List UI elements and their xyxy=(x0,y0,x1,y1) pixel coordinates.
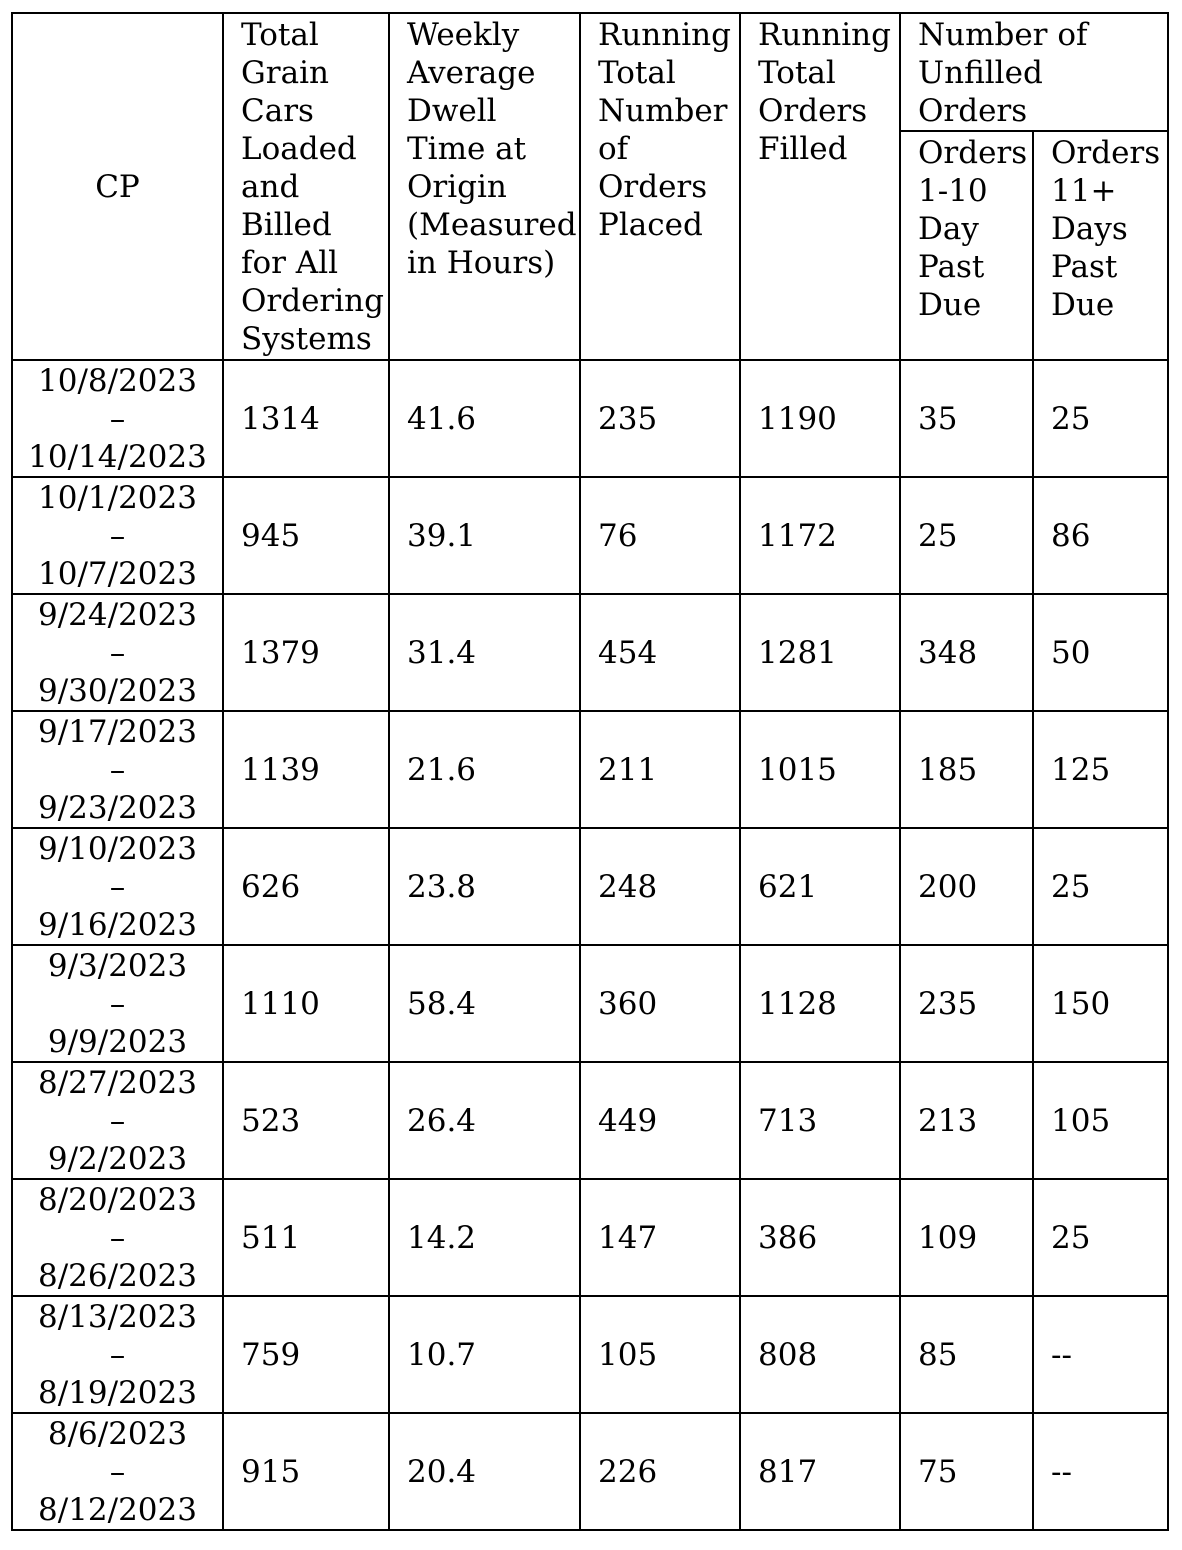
cp-start: 8/6/2023 xyxy=(47,1415,188,1452)
cell-total-grain-cars: 759 xyxy=(223,1296,389,1413)
cell-past-due-1-10: 213 xyxy=(900,1062,1033,1179)
cell-past-due-1-10: 75 xyxy=(900,1413,1033,1530)
cp-end: 8/19/2023 xyxy=(38,1374,197,1411)
cell-total-grain-cars: 1379 xyxy=(223,594,389,711)
cell-orders-placed: 360 xyxy=(580,945,740,1062)
cell-orders-placed: 449 xyxy=(580,1062,740,1179)
cell-past-due-11-plus: 25 xyxy=(1033,828,1168,945)
table-row xyxy=(12,360,1168,477)
cell-orders-filled: 808 xyxy=(740,1296,900,1413)
cell-orders-filled: 1190 xyxy=(740,360,900,477)
cell-dwell-time: 41.6 xyxy=(389,360,580,477)
cell-past-due-1-10: 235 xyxy=(900,945,1033,1062)
cell-total-grain-cars: 626 xyxy=(223,828,389,945)
header-dwell-time: Weekly Average Dwell Time at Origin (Measured in Hours) xyxy=(389,13,580,360)
grain-car-table xyxy=(11,12,1169,1531)
cell-orders-placed: 454 xyxy=(580,594,740,711)
cp-start: 10/1/2023 xyxy=(38,479,197,516)
cell-past-due-1-10: 109 xyxy=(900,1179,1033,1296)
cell-orders-filled: 1015 xyxy=(740,711,900,828)
cell-orders-placed: 147 xyxy=(580,1179,740,1296)
cp-dash: – xyxy=(109,868,126,905)
cp-end: 10/7/2023 xyxy=(38,555,197,592)
cell-orders-placed: 226 xyxy=(580,1413,740,1530)
cell-dwell-time: 14.2 xyxy=(389,1179,580,1296)
cell-past-due-1-10: 35 xyxy=(900,360,1033,477)
table-row xyxy=(12,1296,1168,1413)
cp-dash: – xyxy=(109,400,126,437)
table-row xyxy=(12,477,1168,594)
cell-past-due-1-10: 185 xyxy=(900,711,1033,828)
cell-orders-placed: 235 xyxy=(580,360,740,477)
cell-past-due-11-plus: 25 xyxy=(1033,1179,1168,1296)
cell-dwell-time: 20.4 xyxy=(389,1413,580,1530)
cp-end: 10/14/2023 xyxy=(28,438,207,475)
cp-dash: – xyxy=(109,1336,126,1373)
cell-orders-filled: 621 xyxy=(740,828,900,945)
cell-cp-period xyxy=(12,594,223,711)
cell-orders-filled: 817 xyxy=(740,1413,900,1530)
cell-past-due-1-10: 200 xyxy=(900,828,1033,945)
cell-past-due-11-plus: -- xyxy=(1033,1413,1168,1530)
cell-total-grain-cars: 915 xyxy=(223,1413,389,1530)
cell-dwell-time: 58.4 xyxy=(389,945,580,1062)
table-row xyxy=(12,945,1168,1062)
cell-past-due-11-plus: 25 xyxy=(1033,360,1168,477)
table-row xyxy=(12,594,1168,711)
cell-cp-period xyxy=(12,945,223,1062)
header-past-due-1-10: Orders 1-10 Day Past Due xyxy=(900,131,1033,360)
header-cp: CP xyxy=(12,13,223,360)
cell-past-due-11-plus: -- xyxy=(1033,1296,1168,1413)
cp-start: 8/27/2023 xyxy=(38,1064,197,1101)
table-row xyxy=(12,711,1168,828)
cell-orders-filled: 1172 xyxy=(740,477,900,594)
cell-total-grain-cars: 945 xyxy=(223,477,389,594)
cell-past-due-11-plus: 86 xyxy=(1033,477,1168,594)
grain-car-table-container xyxy=(11,12,1169,1531)
header-unfilled-orders: Number of Unfilled Orders xyxy=(900,13,1168,131)
cell-dwell-time: 31.4 xyxy=(389,594,580,711)
table-row xyxy=(12,828,1168,945)
cell-dwell-time: 21.6 xyxy=(389,711,580,828)
table-row xyxy=(12,1179,1168,1296)
cell-orders-placed: 105 xyxy=(580,1296,740,1413)
cell-past-due-11-plus: 125 xyxy=(1033,711,1168,828)
table-row xyxy=(12,1413,1168,1530)
cell-orders-filled: 1281 xyxy=(740,594,900,711)
cp-end: 9/30/2023 xyxy=(38,672,197,709)
cp-dash: – xyxy=(109,751,126,788)
cell-past-due-11-plus: 105 xyxy=(1033,1062,1168,1179)
cp-start: 8/20/2023 xyxy=(38,1181,197,1218)
cp-start: 10/8/2023 xyxy=(38,362,197,399)
cell-past-due-11-plus: 50 xyxy=(1033,594,1168,711)
cp-end: 9/9/2023 xyxy=(47,1023,188,1060)
cell-orders-filled: 713 xyxy=(740,1062,900,1179)
cell-cp-period xyxy=(12,828,223,945)
cell-orders-placed: 76 xyxy=(580,477,740,594)
cell-total-grain-cars: 1314 xyxy=(223,360,389,477)
cp-dash: – xyxy=(109,1102,126,1139)
table-header xyxy=(12,13,1168,360)
cp-end: 8/26/2023 xyxy=(38,1257,197,1294)
cell-cp-period xyxy=(12,477,223,594)
cp-start: 9/3/2023 xyxy=(47,947,188,984)
cp-start: 8/13/2023 xyxy=(38,1298,197,1335)
cell-cp-period xyxy=(12,1062,223,1179)
cp-dash: – xyxy=(109,1219,126,1256)
cell-total-grain-cars: 511 xyxy=(223,1179,389,1296)
cp-end: 9/2/2023 xyxy=(47,1140,188,1177)
cp-end: 9/16/2023 xyxy=(38,906,197,943)
header-orders-filled: Running Total Orders Filled xyxy=(740,13,900,360)
cp-end: 9/23/2023 xyxy=(38,789,197,826)
cell-past-due-1-10: 25 xyxy=(900,477,1033,594)
cell-cp-period xyxy=(12,1296,223,1413)
cp-dash: – xyxy=(109,517,126,554)
cell-cp-period xyxy=(12,1179,223,1296)
cell-past-due-1-10: 348 xyxy=(900,594,1033,711)
cp-end: 8/12/2023 xyxy=(38,1491,197,1528)
header-total-grain-cars: Total Grain Cars Loaded and Billed for All Ordering Systems xyxy=(223,13,389,360)
cell-orders-filled: 386 xyxy=(740,1179,900,1296)
cell-dwell-time: 23.8 xyxy=(389,828,580,945)
cell-orders-placed: 211 xyxy=(580,711,740,828)
cell-cp-period xyxy=(12,360,223,477)
cell-dwell-time: 10.7 xyxy=(389,1296,580,1413)
cell-total-grain-cars: 523 xyxy=(223,1062,389,1179)
cp-dash: – xyxy=(109,1453,126,1490)
cp-start: 9/17/2023 xyxy=(38,713,197,750)
cell-orders-filled: 1128 xyxy=(740,945,900,1062)
cell-past-due-1-10: 85 xyxy=(900,1296,1033,1413)
header-orders-placed: Running Total Number of Orders Placed xyxy=(580,13,740,360)
cp-dash: – xyxy=(109,634,126,671)
header-past-due-11-plus: Orders 11+ Days Past Due xyxy=(1033,131,1168,360)
cp-dash: – xyxy=(109,985,126,1022)
cp-start: 9/24/2023 xyxy=(38,596,197,633)
cell-cp-period xyxy=(12,1413,223,1530)
cp-start: 9/10/2023 xyxy=(38,830,197,867)
cell-past-due-11-plus: 150 xyxy=(1033,945,1168,1062)
cell-dwell-time: 26.4 xyxy=(389,1062,580,1179)
table-row xyxy=(12,1062,1168,1179)
cell-cp-period xyxy=(12,711,223,828)
cell-total-grain-cars: 1110 xyxy=(223,945,389,1062)
cell-orders-placed: 248 xyxy=(580,828,740,945)
cell-dwell-time: 39.1 xyxy=(389,477,580,594)
table-body xyxy=(12,360,1168,1530)
cell-total-grain-cars: 1139 xyxy=(223,711,389,828)
